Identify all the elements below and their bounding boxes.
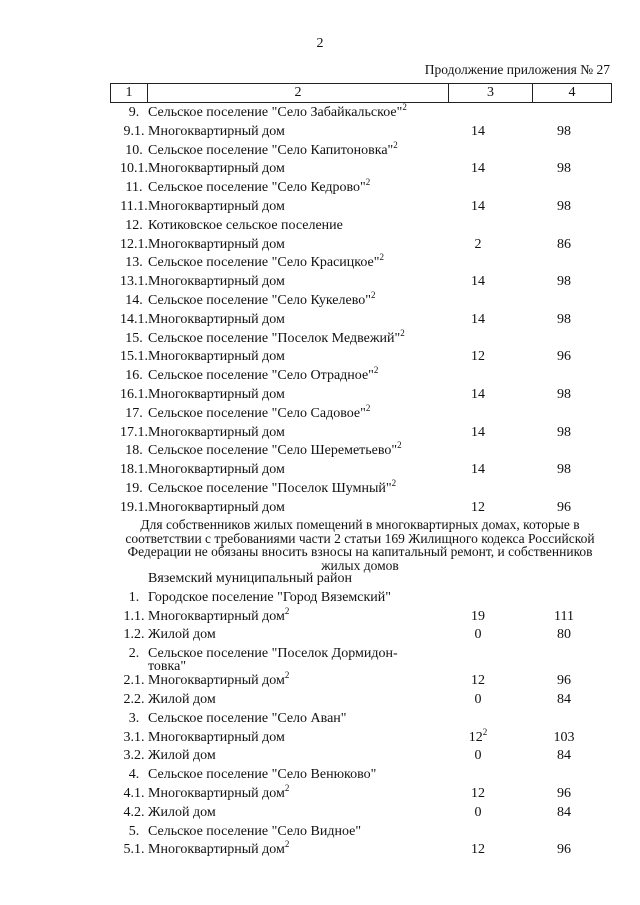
table-row <box>0 327 640 349</box>
page-number: 2 <box>316 36 324 51</box>
footnote-mark: 2 <box>284 839 290 850</box>
row-value-col4: 96 <box>557 349 571 365</box>
row-name: Жилой дом <box>148 627 216 643</box>
footnote-mark: 2 <box>284 782 290 793</box>
row-value-col3: 12 <box>471 785 485 801</box>
table-row <box>0 626 640 645</box>
row-name: Многоквартирный дом <box>148 161 285 177</box>
row-number: 1.1. <box>123 608 145 624</box>
row-value-col3: 2 <box>474 236 482 252</box>
row-number: 16. <box>125 368 143 384</box>
footnote-mark: 2 <box>402 102 407 112</box>
table-row <box>0 841 640 860</box>
row-value-col4: 96 <box>557 785 571 801</box>
table-row <box>0 747 640 766</box>
row-value-col3: 14 <box>471 462 485 478</box>
row-number: 17. <box>125 405 143 421</box>
row-value-col4: 98 <box>557 386 571 402</box>
row-name: Сельское поселение "Поселок Медвежий"$^2$ <box>148 327 405 346</box>
row-value-col4: 86 <box>557 236 571 252</box>
row-name: Сельское поселение "Село Забайкальское"$^2$ <box>148 102 407 120</box>
row-number: 5. <box>128 823 140 839</box>
table-row <box>0 766 640 785</box>
table-row <box>0 726 640 748</box>
footnote-mark: 2 <box>391 477 397 488</box>
header-col-3: 3 <box>449 84 533 103</box>
header-col-2: 2 <box>148 84 449 103</box>
row-value-col3: 12 <box>471 842 485 858</box>
table-row <box>0 198 640 217</box>
row-value-col3: 14 <box>471 123 485 139</box>
row-name: Сельское поселение "Село Садовое"$^2$ <box>148 402 371 421</box>
row-number: 1. <box>128 589 140 605</box>
row-name: Многоквартирный дом <box>148 236 285 252</box>
row-value-col3: 0 <box>474 627 482 643</box>
row-value-col4: 96 <box>557 842 571 858</box>
row-name: Многоквартирный дом <box>148 424 285 440</box>
table-row <box>0 461 640 480</box>
footnote-mark: 2 <box>379 252 384 263</box>
row-name: Сельское поселение "Село Кукелево"$^2$ <box>148 289 376 308</box>
row-value-col4: 103 <box>553 729 575 745</box>
row-value-col3: 14 <box>471 386 485 402</box>
row-name: Жилой дом <box>148 804 216 820</box>
row-number: 2.2. <box>123 691 145 707</box>
row-number: 11. <box>125 180 143 196</box>
table-body-top <box>0 104 640 518</box>
row-number: 18.1. <box>120 462 148 478</box>
row-number: 14. <box>125 292 143 308</box>
table-row <box>0 367 640 386</box>
row-value-col4: 84 <box>557 691 571 707</box>
footnote-mark: 2 <box>373 365 379 376</box>
header-col-4: 4 <box>533 84 612 103</box>
row-name: Многоквартирный дом <box>148 462 285 478</box>
row-name: Многоквартирный дом <box>148 123 285 139</box>
row-name: Многоквартирный дом <box>148 729 285 745</box>
footnote-mark: 2 <box>397 440 402 451</box>
row-name: Сельское поселение "Село Видное" <box>148 823 362 839</box>
row-number: 18. <box>125 443 143 459</box>
continuation-label: Продолжение приложения № 27 <box>424 62 610 77</box>
row-number: 4.2. <box>123 804 145 820</box>
row-name: Многоквартирный дом <box>148 386 285 402</box>
row-value-col4: 96 <box>557 673 571 689</box>
row-name: Многоквартирный дом$^2$ <box>148 605 290 624</box>
table-row <box>0 386 640 405</box>
row-number: 9. <box>128 105 140 120</box>
row-number: 1.2. <box>123 627 145 643</box>
row-value-col3: 12 <box>471 499 485 515</box>
row-number: 19.1. <box>120 499 148 515</box>
row-number: 9.1. <box>123 123 145 139</box>
row-name: Многоквартирный дом <box>148 349 285 365</box>
table-row <box>0 217 640 236</box>
table-row <box>0 104 640 123</box>
table-header <box>110 83 612 103</box>
table-row <box>0 424 640 443</box>
footnote-mark: 2 <box>393 139 398 150</box>
table-row <box>0 710 640 729</box>
row-name: Многоквартирный дом$^2$ <box>148 782 290 801</box>
row-number: 3. <box>128 710 140 726</box>
row-name: Многоквартирный дом <box>148 499 285 515</box>
row-number: 10.1. <box>120 161 148 177</box>
table-row <box>0 273 640 292</box>
row-name: Сельское поселение "Село Аван" <box>148 710 347 726</box>
row-name: Городское поселение "Город Вяземский" <box>148 589 392 605</box>
table-row <box>0 672 640 691</box>
row-name: Сельское поселение "Село Венюково" <box>148 767 377 783</box>
table-row <box>0 236 640 255</box>
footnote-mark: 2 <box>370 289 376 300</box>
row-value-col4: 84 <box>557 804 571 820</box>
row-value-col4: 98 <box>557 311 571 327</box>
row-value-col3: 0 <box>474 748 482 764</box>
row-name: Сельское поселение "Поселок Шумный"$^2$ <box>148 477 397 496</box>
table-row <box>0 782 640 804</box>
table-row <box>0 139 640 161</box>
row-number: 15.1. <box>120 349 148 365</box>
row-name: Многоквартирный дом <box>148 311 285 327</box>
row-number: 3.1. <box>123 729 145 745</box>
row-name: Сельское поселение "Село Капитоновка"$^2$ <box>148 139 398 158</box>
table-row <box>0 823 640 842</box>
row-value-col4: 98 <box>557 161 571 177</box>
row-number: 5.1. <box>123 842 145 858</box>
row-number: 19. <box>125 480 143 496</box>
row-name: Сельское поселение "Село Отрадное"$^2$ <box>148 365 379 384</box>
row-name: Жилой дом <box>148 691 216 707</box>
row-number: 14.1. <box>120 311 148 327</box>
table-row <box>0 570 640 589</box>
row-number: 13.1. <box>120 274 148 290</box>
table-row <box>0 477 640 499</box>
row-number: 16.1. <box>120 386 148 402</box>
row-value-col4: 98 <box>557 274 571 290</box>
row-value-col4: 98 <box>557 462 571 478</box>
table-row <box>0 645 640 675</box>
row-number: 13. <box>125 255 143 271</box>
row-number: 3.2. <box>123 748 145 764</box>
row-value-col4: 111 <box>554 608 574 624</box>
table-row <box>0 442 640 461</box>
row-number: 2. <box>128 646 140 662</box>
table-row <box>0 160 640 179</box>
row-value-col4: 84 <box>557 748 571 764</box>
row-number: 4. <box>128 767 140 783</box>
row-number: 2.1. <box>123 673 145 689</box>
row-number: 11.1. <box>120 198 148 214</box>
row-value-col4: 98 <box>557 198 571 214</box>
row-value-col4: 80 <box>557 627 571 643</box>
table-row <box>0 289 640 311</box>
row-name: Жилой дом <box>148 748 216 764</box>
header-col-1: 1 <box>111 84 148 103</box>
row-name: Котиковское сельское поселение <box>148 217 343 233</box>
footnote-mark: 2 <box>284 605 290 616</box>
row-name: Сельское поселение "Село Шереметьево"$^2$ <box>148 440 402 459</box>
row-value-col3: 12 <box>471 673 485 689</box>
footnote-mark: 2 <box>365 177 371 188</box>
row-value-col3: 0 <box>474 804 482 820</box>
table-row <box>0 348 640 367</box>
row-name: Сельское поселение "Село Красицкое"$^2$ <box>148 252 384 271</box>
table-row <box>0 691 640 710</box>
row-value-col3: 14 <box>471 274 485 290</box>
table-row <box>0 311 640 330</box>
footnote-mark: 2 <box>365 402 371 413</box>
row-name: Многоквартирный дом <box>148 198 285 214</box>
footnote-mark: 2 <box>400 327 405 338</box>
row-number: 15. <box>125 330 143 346</box>
row-number: 10. <box>125 142 143 158</box>
row-value-col4: 96 <box>557 499 571 515</box>
row-number: 12. <box>125 217 143 233</box>
row-value-col3: 0 <box>474 691 482 707</box>
section-note: Для собственников жилых помещений в многоквартирных домах, которые в соответствии с требованиями части 2 статьи 169 Жилищного кодекса Российской Федерации не обязаны вносить взносы на капитальный ремонт, и собственников жилых домов <box>125 517 595 573</box>
table-row <box>0 123 640 142</box>
table-row <box>0 589 640 608</box>
row-name: Многоквартирный дом$^2$ <box>148 670 290 689</box>
table-row <box>0 605 640 627</box>
table-row <box>0 179 640 198</box>
row-name: Многоквартирный дом <box>148 274 285 290</box>
row-value-col3: 14 <box>471 161 485 177</box>
row-value-col4: 98 <box>557 123 571 139</box>
row-value-col3: 19 <box>471 608 485 624</box>
row-value-col3: 12 <box>471 349 485 365</box>
row-name: Вяземский муниципальный район <box>148 571 352 586</box>
row-name: Сельское поселение "Село Кедрово"$^2$ <box>148 177 371 196</box>
footnote-mark: 2 <box>284 670 290 681</box>
footnote-mark: 2 <box>482 726 488 737</box>
row-value-col4: 98 <box>557 424 571 440</box>
table-row <box>0 499 640 518</box>
table-row <box>0 254 640 273</box>
row-value-col3: $12^2$ <box>468 726 488 745</box>
row-number: 12.1. <box>120 236 148 252</box>
row-value-col3: 14 <box>471 424 485 440</box>
table-body-bottom <box>0 570 640 860</box>
row-number: 4.1. <box>123 785 145 801</box>
row-value-col3: 14 <box>471 311 485 327</box>
row-value-col3: 14 <box>471 198 485 214</box>
table-row <box>0 804 640 823</box>
table-row <box>0 402 640 424</box>
row-name: Сельское поселение "Поселок Дормидон- товка" <box>148 646 398 675</box>
row-number: 17.1. <box>120 424 148 440</box>
row-name: Многоквартирный дом$^2$ <box>148 839 290 858</box>
